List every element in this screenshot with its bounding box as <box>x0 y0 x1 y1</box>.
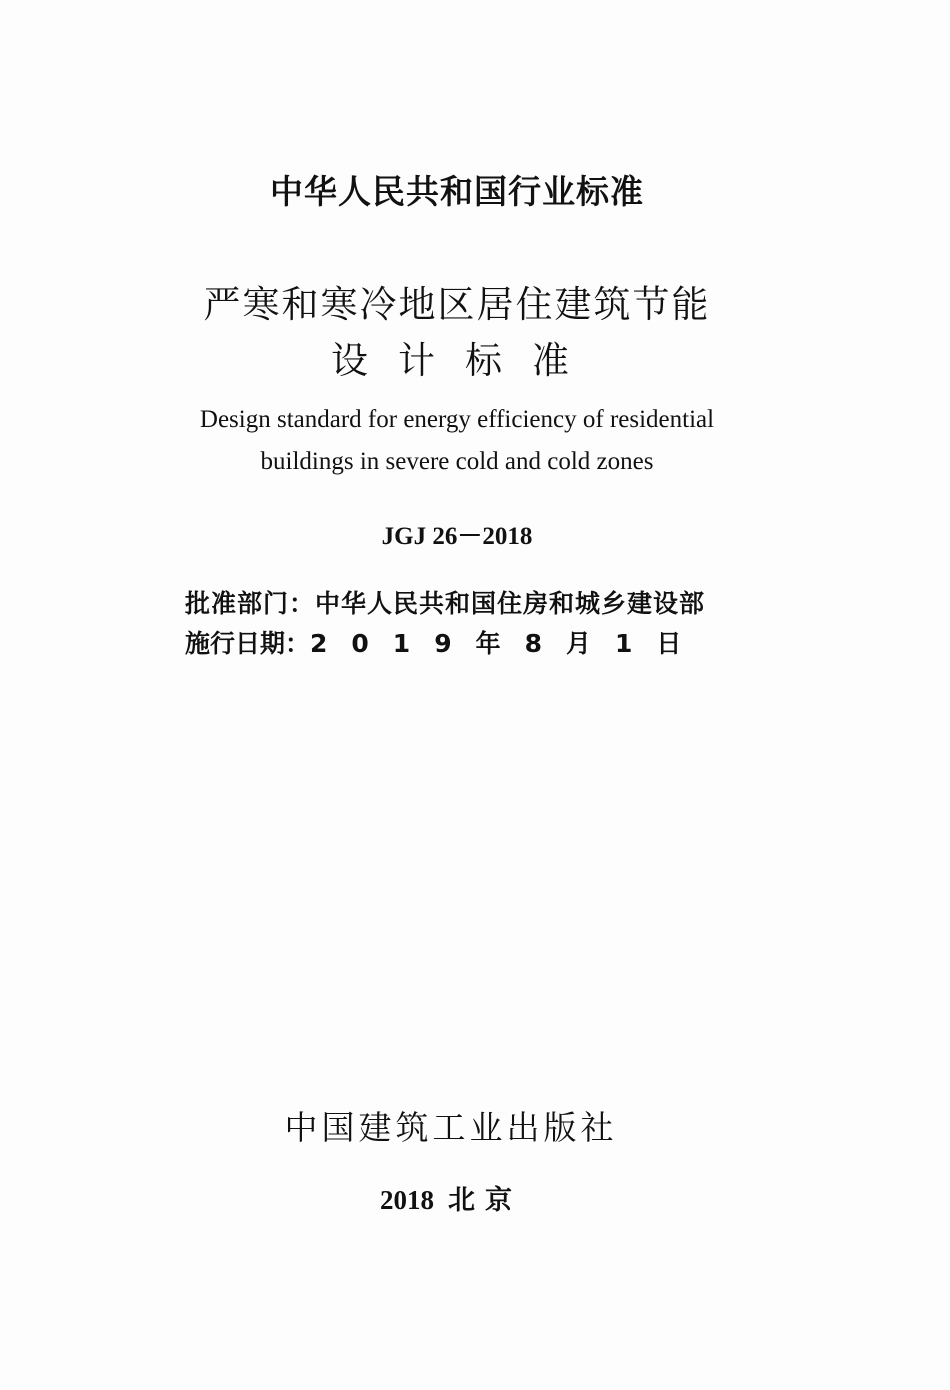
publication-line <box>0 1178 926 1217</box>
approval-label: 批准部门： <box>185 589 316 618</box>
title-en-line1: Design standard for energy efficiency of residential <box>199 406 715 433</box>
title-cn-line2: 设计标准 <box>331 339 599 382</box>
approval-department <box>185 584 705 620</box>
publication-city: 北京 <box>448 1185 522 1216</box>
standard-category: 中华人民共和国行业标准 <box>270 172 644 211</box>
approval-value: 中华人民共和国住房和城乡建设部 <box>315 589 706 618</box>
effective-label: 施行日期： <box>185 629 311 658</box>
publisher: 中国建筑工业出版社 <box>284 1108 618 1147</box>
effective-value: 2019年8月1日 <box>310 629 706 658</box>
publication-year: 2018 <box>380 1185 434 1215</box>
title-en-line2: buildings in severe cold and cold zones <box>260 448 654 475</box>
standard-code: JGJ 26－2018 <box>381 523 533 550</box>
title-cn-line1: 严寒和寒冷地区居住建筑节能 <box>203 283 711 326</box>
effective-date <box>185 624 705 660</box>
